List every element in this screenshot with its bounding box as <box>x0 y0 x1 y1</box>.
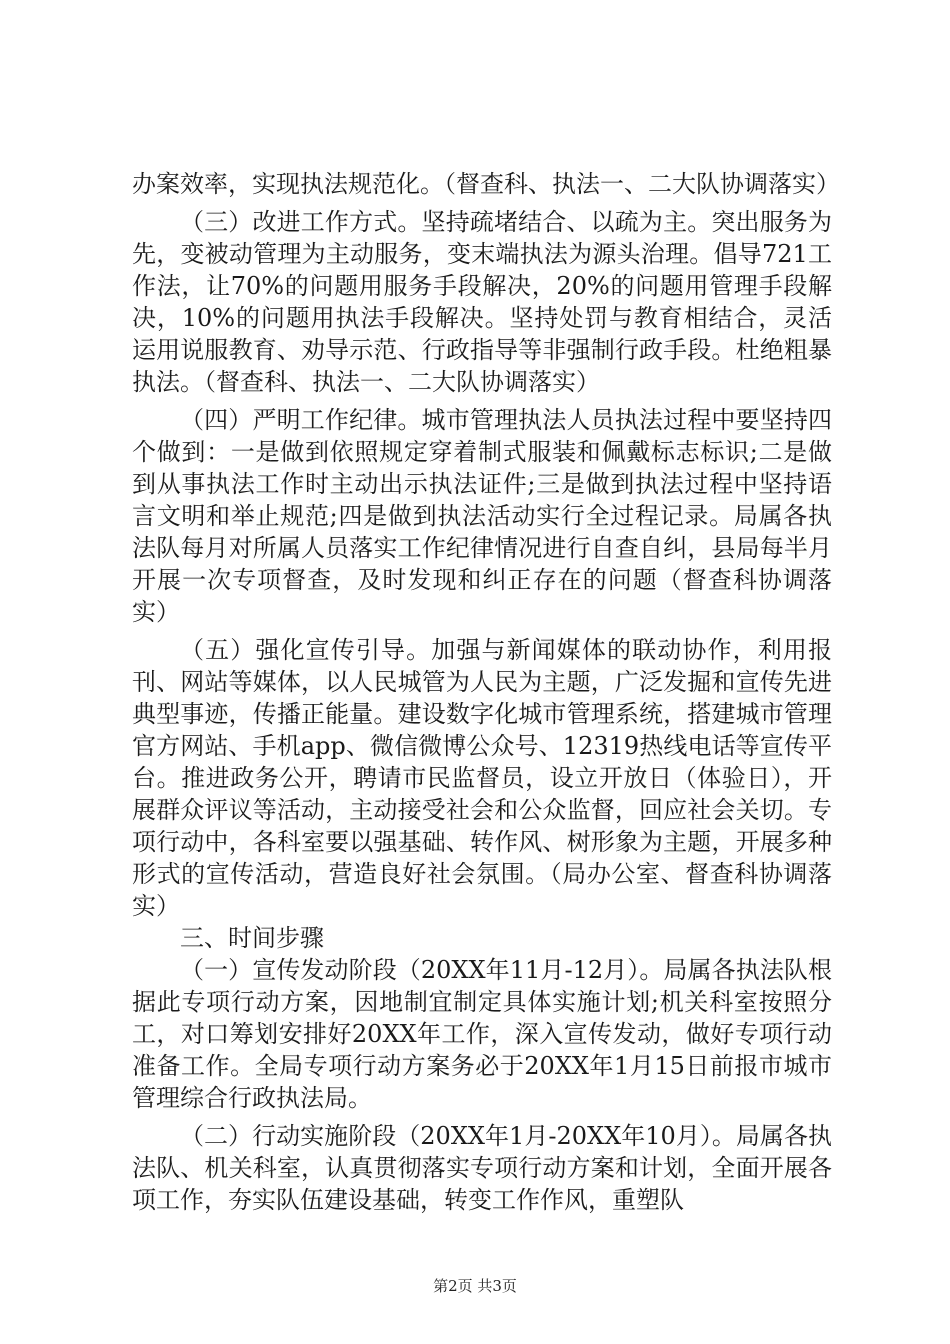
paragraph-improve-work-methods: （三）改进工作方式。坚持疏堵结合、以疏为主。突出服务为先，变被动管理为主动服务，变末端执法为源头治理。倡导721工作法，让70%的问题用服务手段解决，20%的问题用管理手段解决，10%的问题用执法手段解决。坚持处罚与教育相结合，灵活运用说服教育、劝导示范、行政指导等非强制行政手段。杜绝粗暴执法。（督查科、执法一、二大队协调落实） <box>132 208 832 396</box>
document-body <box>132 168 840 1222</box>
section-heading-time-steps: 三、时间步骤 <box>180 924 324 952</box>
page-footer: 第2页 共3页 <box>433 1277 517 1295</box>
paragraph-continuation: 办案效率，实现执法规范化。（督查科、执法一、二大队协调落实） <box>132 170 840 198</box>
paragraph-work-discipline: （四）严明工作纪律。城市管理执法人员执法过程中要坚持四个做到：一是做到依照规定穿着制式服装和佩戴标志标识;二是做到从事执法工作时主动出示执法证件;三是做到执法过程中坚持语言文明和举止规范;四是做到执法活动实行全过程记录。局属各执法队每月对所属人员落实工作纪律情况进行自查自纠，县局每半月开展一次专项督查，及时发现和纠正存在的问题（督查科协调落实） <box>132 406 832 626</box>
paragraph-implementation-stage: （二）行动实施阶段（20XX年1月-20XX年10月）。局属各执法队、机关科室，认真贯彻落实专项行动方案和计划，全面开展各项工作，夯实队伍建设基础，转变工作作风，重塑队 <box>132 1122 832 1214</box>
paragraph-publicity-guidance: （五）强化宣传引导。加强与新闻媒体的联动协作，利用报刊、网站等媒体，以人民城管为人民为主题，广泛发掘和宣传先进典型事迹，传播正能量。建设数字化城市管理系统，搭建城市管理官方网站、手机app、微信微博公众号、12319热线电话等宣传平台。推进政务公开，聘请市民监督员，设立开放日（体验日），开展群众评议等活动，主动接受社会和公众监督，回应社会关切。专项行动中，各科室要以强基础、转作风、树形象为主题，开展多种形式的宣传活动，营造良好社会氛围。（局办公室、督查科协调落实） <box>132 636 832 920</box>
paragraph-publicity-stage: （一）宣传发动阶段（20XX年11月-12月）。局属各执法队根据此专项行动方案，因地制宜制定具体实施计划;机关科室按照分工，对口筹划安排好20XX年工作，深入宣传发动，做好专项行动准备工作。全局专项行动方案务必于20XX年1月15日前报市城市管理综合行政执法局。 <box>132 956 832 1112</box>
